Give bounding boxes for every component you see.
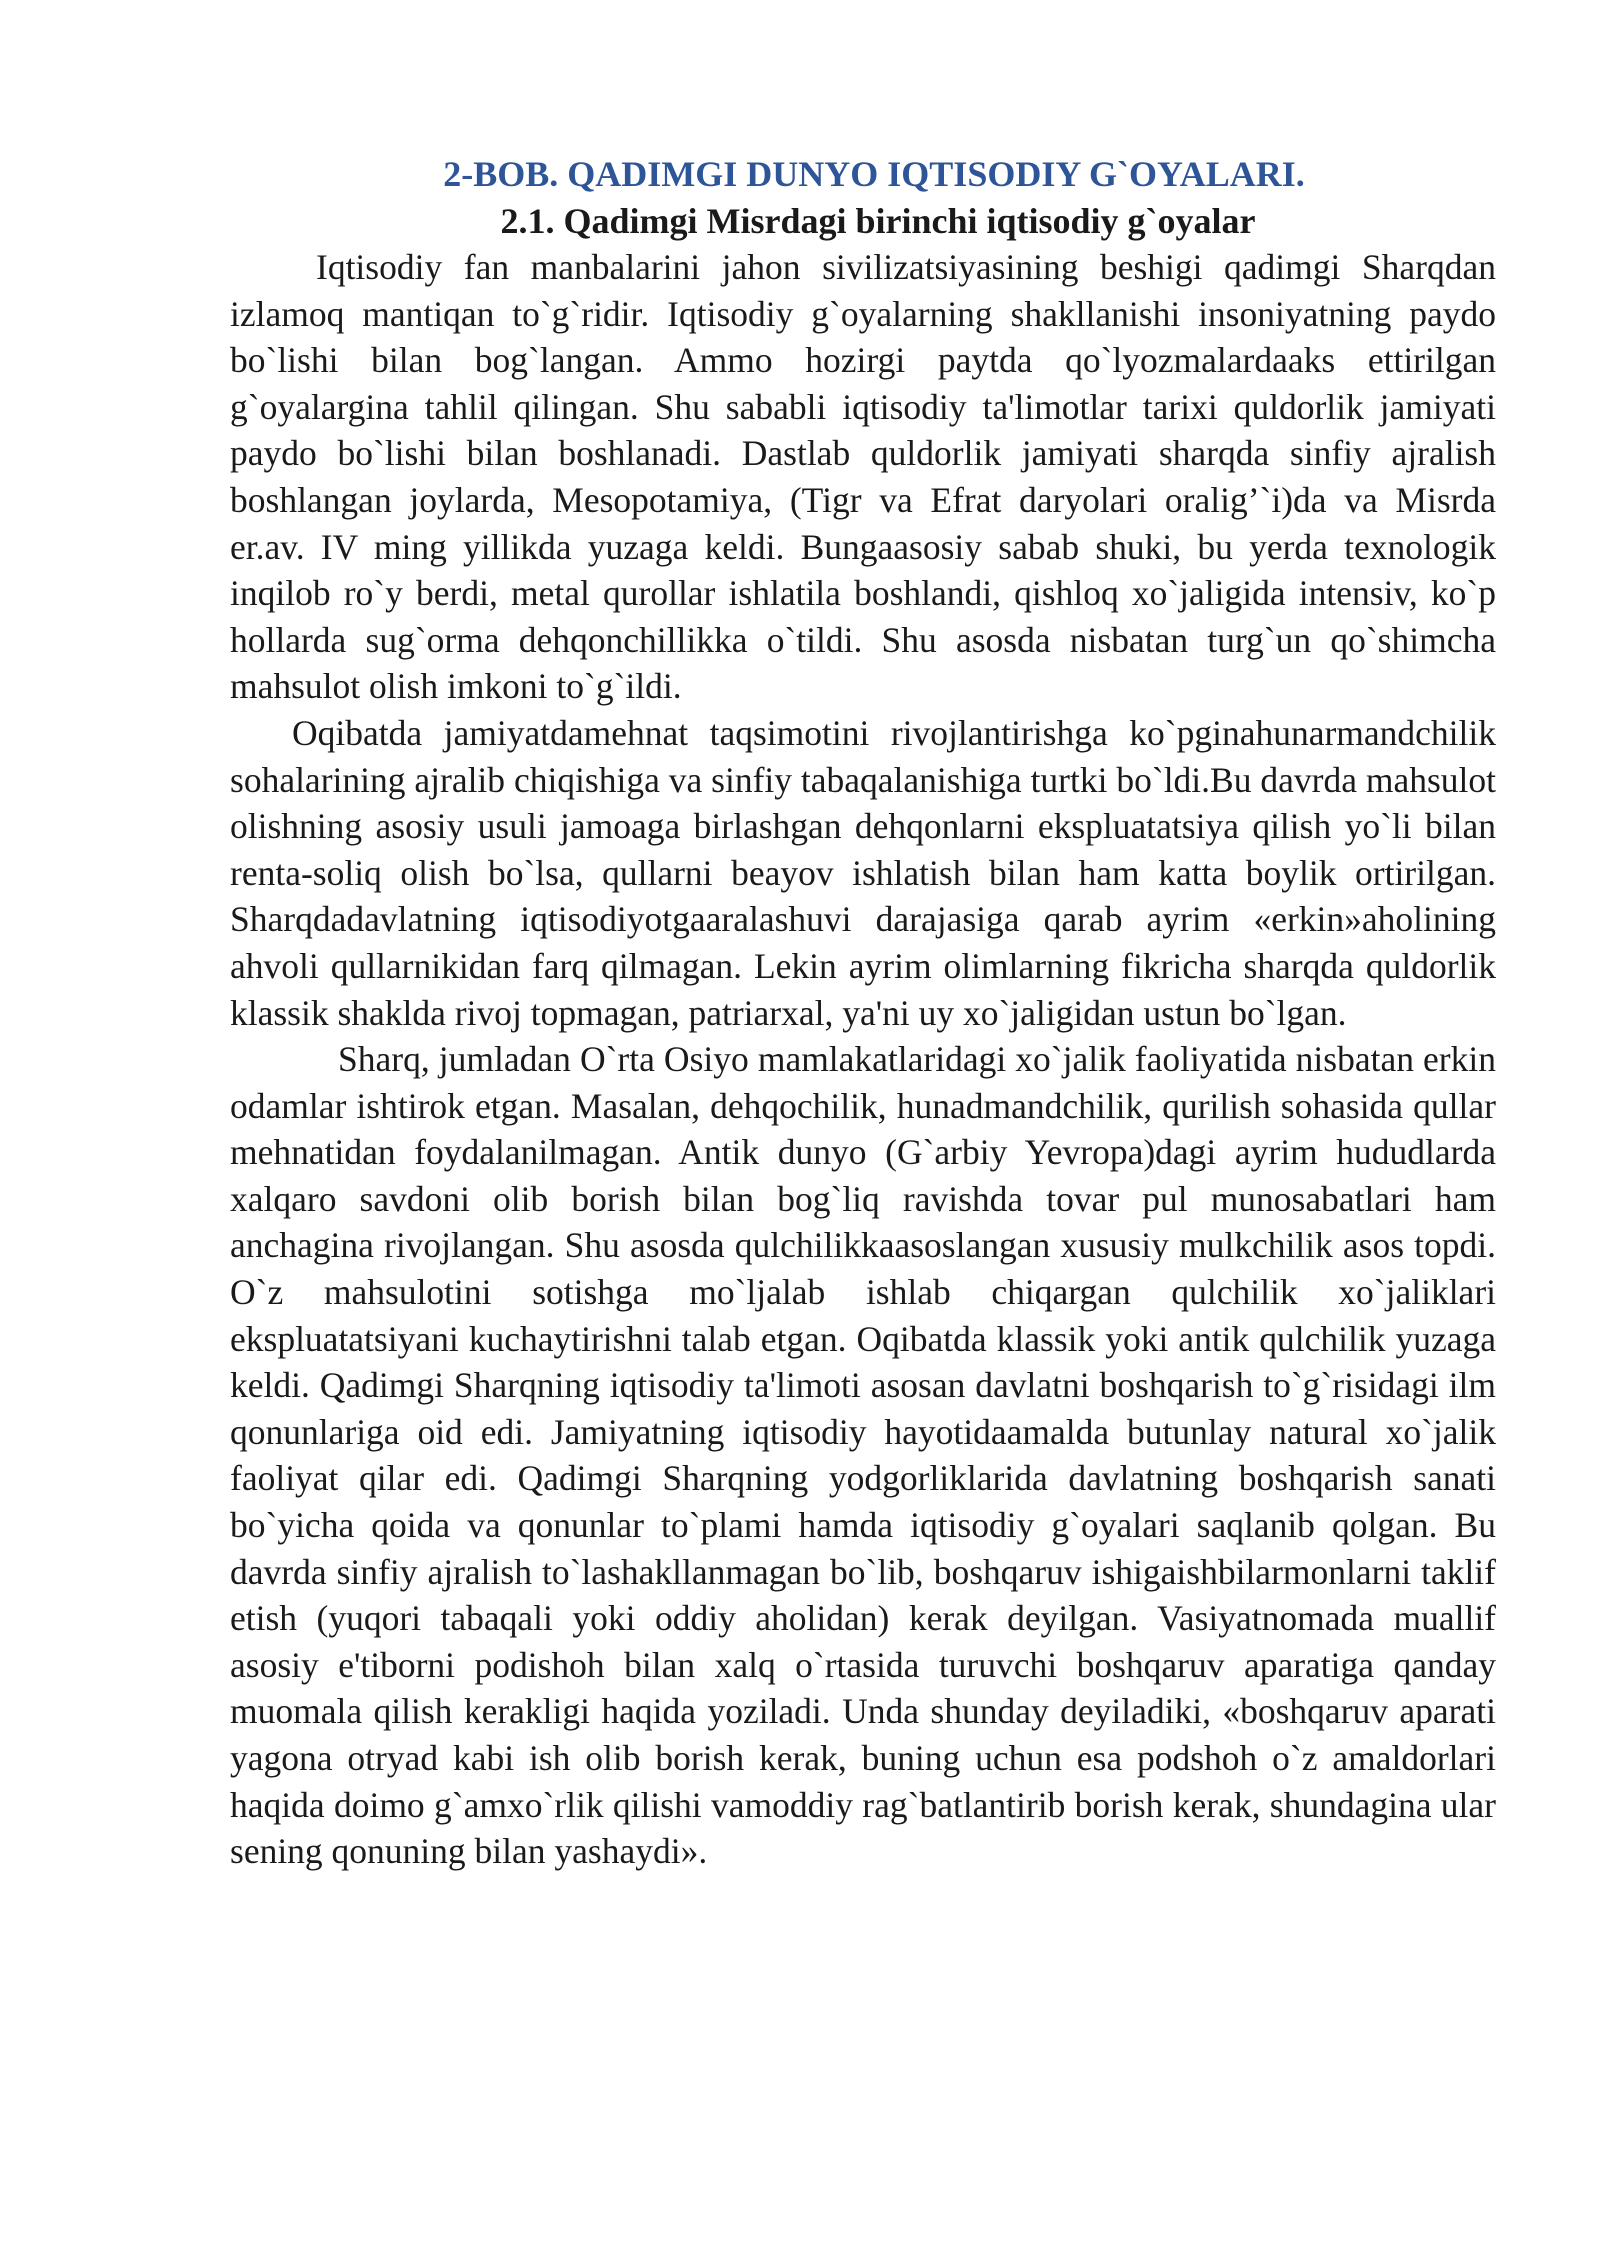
document-page — [230, 150, 1496, 1875]
chapter-title: 2-BOB. QADIMGI DUNYO IQTISODIY G`OYALARI. — [443, 154, 1305, 194]
paragraph-1: Iqtisodiy fan manbalarini jahon sivilizatsiyasining beshigi qadimgi Sharqdan izlamoq mantiqan to`g`ridir. Iqtisodiy g`oyalarning shakllanishi insoniyatning paydo bo`lishi bilan bog`langan. Ammo hozirgi paytda qo`lyozmalardaaks ettirilgan g`oyalargina tahlil qilingan. Shu sababli iqtisodiy ta'limotlar tarixi quldorlik jamiyati paydo bo`lishi bilan boshlanadi. Dastlab quldorlik jamiyati sharqda sinfiy ajralish boshlangan joylarda, Mesopotamiya, (Tigr va Efrat daryolari oralig’`i)da va Misrda er.av. IV ming yillikda yuzaga keldi. Bungaasosiy sabab shuki, bu yerda texnologik inqilob ro`y berdi, metal qurollar ishlatila boshlandi, qishloq xo`jaligida intensiv, ko`p hollarda sug`orma dehqonchillikka o`tildi. Shu asosda nisbatan turg`un qo`shimcha mahsulot olish imkoni to`g`ildi. — [230, 247, 1496, 707]
paragraph-2: Oqibatda jamiyatdamehnat taqsimotini rivojlantirishga ko`pginahunarmandchilik sohalarining ajralib chiqishiga va sinfiy tabaqalanishiga turtki bo`ldi.Bu davrda mahsulot olishning asosiy usuli jamoaga birlashgan dehqonlarni ekspluatatsiya qilish yo`li bilan renta-soliq olish bo`lsa, qullarni beayov ishlatish bilan ham katta boylik ortirilgan. Sharqdadavlatning iqtisodiyotgaaralashuvi darajasiga qarab ayrim «erkin»aholining ahvoli qullarnikidan farq qilmagan. Lekin ayrim olimlarning fikricha sharqda quldorlik klassik shaklda rivoj topmagan, patriarxal, ya'ni uy xo`jaligidan ustun bo`lgan. — [230, 712, 1496, 1033]
paragraph-3: Sharq, jumladan O`rta Osiyo mamlakatlaridagi xo`jalik faoliyatida nisbatan erkin odamlar ishtirok etgan. Masalan, dehqochilik, hunadmandchilik, qurilish sohasida qullar mehnatidan foydalanilmagan. Antik dunyo (G`arbiy Yevropa)dagi ayrim hududlarda xalqaro savdoni olib borish bilan bog`liq ravishda tovar pul munosabatlari ham anchagina rivojlangan. Shu asosda qulchilikkaasoslangan xususiy mulkchilik asos topdi. O`z mahsulotini sotishga mo`ljalab ishlab chiqargan qulchilik xo`jaliklari ekspluatatsiyani kuchaytirishni talab etgan. Oqibatda klassik yoki antik qulchilik yuzaga keldi. Qadimgi Sharqning iqtisodiy ta'limoti asosan davlatni boshqarish to`g`risidagi ilm qonunlariga oid edi. Jamiyatning iqtisodiy hayotidaamalda butunlay natural xo`jalik faoliyat qilar edi. Qadimgi Sharqning yodgorliklarida davlatning boshqarish sanati bo`yicha qoida va qonunlar to`plami hamda iqtisodiy g`oyalari saqlanib qolgan. Bu davrda sinfiy ajralish to`lashakllanmagan bo`lib, boshqaruv ishigaishbilarmonlarni taklif etish (yuqori tabaqali yoki oddiy aholidan) kerak deyilgan. Vasiyatnomada muallif asosiy e'tiborni podishoh bilan xalq o`rtasida turuvchi boshqaruv aparatiga qanday muomala qilish kerakligi haqida yoziladi. Unda shunday deyiladiki, «boshqaruv aparati yagona otryad kabi ish olib borish kerak, buning uchun esa podshoh o`z amaldorlari haqida doimo g`amxo`rlik qilishi vamoddiy rag`batlantirib borish kerak, shundagina ular sening qonuning bilan yashaydi». — [230, 1039, 1496, 1872]
section-title: 2.1. Qadimgi Misrdagi birinchi iqtisodiy g`oyalar — [500, 201, 1256, 241]
